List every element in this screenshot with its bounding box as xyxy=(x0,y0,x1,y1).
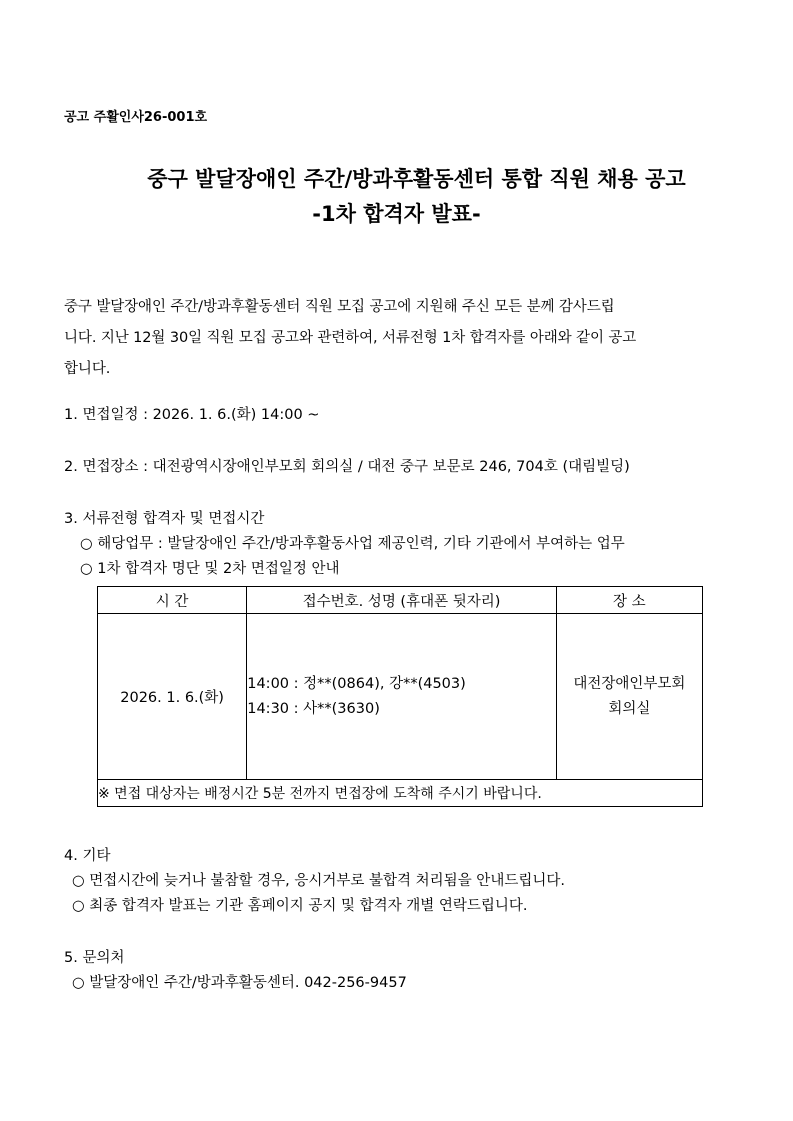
contact-heading: 5. 문의처 xyxy=(64,950,125,966)
intro-line-1: 중구 발달장애인 주간/방과후활동센터 직원 모집 공고에 지원해 주신 모든 분께 감사드립 xyxy=(64,299,615,315)
place-line: 회의실 xyxy=(608,700,651,717)
etc-heading: 4. 기타 xyxy=(64,848,111,864)
table-note-row xyxy=(98,780,703,807)
page-subtitle: -1차 합격자 발표- xyxy=(312,202,481,226)
table-note: ※ 면접 대상자는 배정시간 5분 전까지 면접장에 도착해 주시기 바랍니다. xyxy=(98,780,703,807)
place-line: 대전장애인부모회 xyxy=(573,675,686,692)
header-applicants: 접수번호. 성명 (휴대폰 뒷자리) xyxy=(247,587,557,614)
interview-place-item: 2. 면접장소 : 대전광역시장애인부모회 회의실 / 대전 중구 보문로 246, 704호 (대림빌딩) xyxy=(64,459,630,475)
page-title: 중구 발달장애인 주간/방과후활동센터 통합 직원 채용 공고 xyxy=(147,167,686,191)
table-row xyxy=(98,614,703,780)
applicants-cell xyxy=(247,614,557,780)
passers-heading: 3. 서류전형 합격자 및 면접시간 xyxy=(64,511,265,527)
table-header-row xyxy=(98,587,703,614)
applicant-entry: 14:30 : 사**(3630) xyxy=(247,700,380,717)
notice-number: 공고 주활인사26-001호 xyxy=(64,110,208,125)
intro-line-3: 합니다. xyxy=(64,361,111,377)
place-cell xyxy=(556,614,702,780)
intro-paragraph xyxy=(64,292,729,385)
schedule-bullet: ○ 1차 합격자 명단 및 2차 면접일정 안내 xyxy=(80,561,340,577)
schedule-table xyxy=(97,586,703,807)
duty-bullet: ○ 해당업무 : 발달장애인 주간/방과후활동사업 제공인력, 기타 기관에서 부여하는 업무 xyxy=(80,536,625,552)
header-place: 장 소 xyxy=(556,587,702,614)
interview-date-item: 1. 면접일정 : 2026. 1. 6.(화) 14:00 ~ xyxy=(64,407,320,423)
applicant-entry: 14:00 : 정**(0864), 강**(4503) xyxy=(247,675,466,692)
final-result-bullet: ○ 최종 합격자 발표는 기관 홈페이지 공지 및 합격자 개별 연락드립니다. xyxy=(72,898,528,914)
interview-date-cell: 2026. 1. 6.(화) xyxy=(98,614,247,780)
late-notice-bullet: ○ 면접시간에 늦거나 불참할 경우, 응시거부로 불합격 처리됨을 안내드립니다. xyxy=(72,873,565,889)
header-time: 시 간 xyxy=(98,587,247,614)
intro-line-2: 니다. 지난 12월 30일 직원 모집 공고와 관련하여, 서류전형 1차 합격자를 아래와 같이 공고 xyxy=(64,330,637,346)
contact-bullet: ○ 발달장애인 주간/방과후활동센터. 042-256-9457 xyxy=(72,975,407,991)
